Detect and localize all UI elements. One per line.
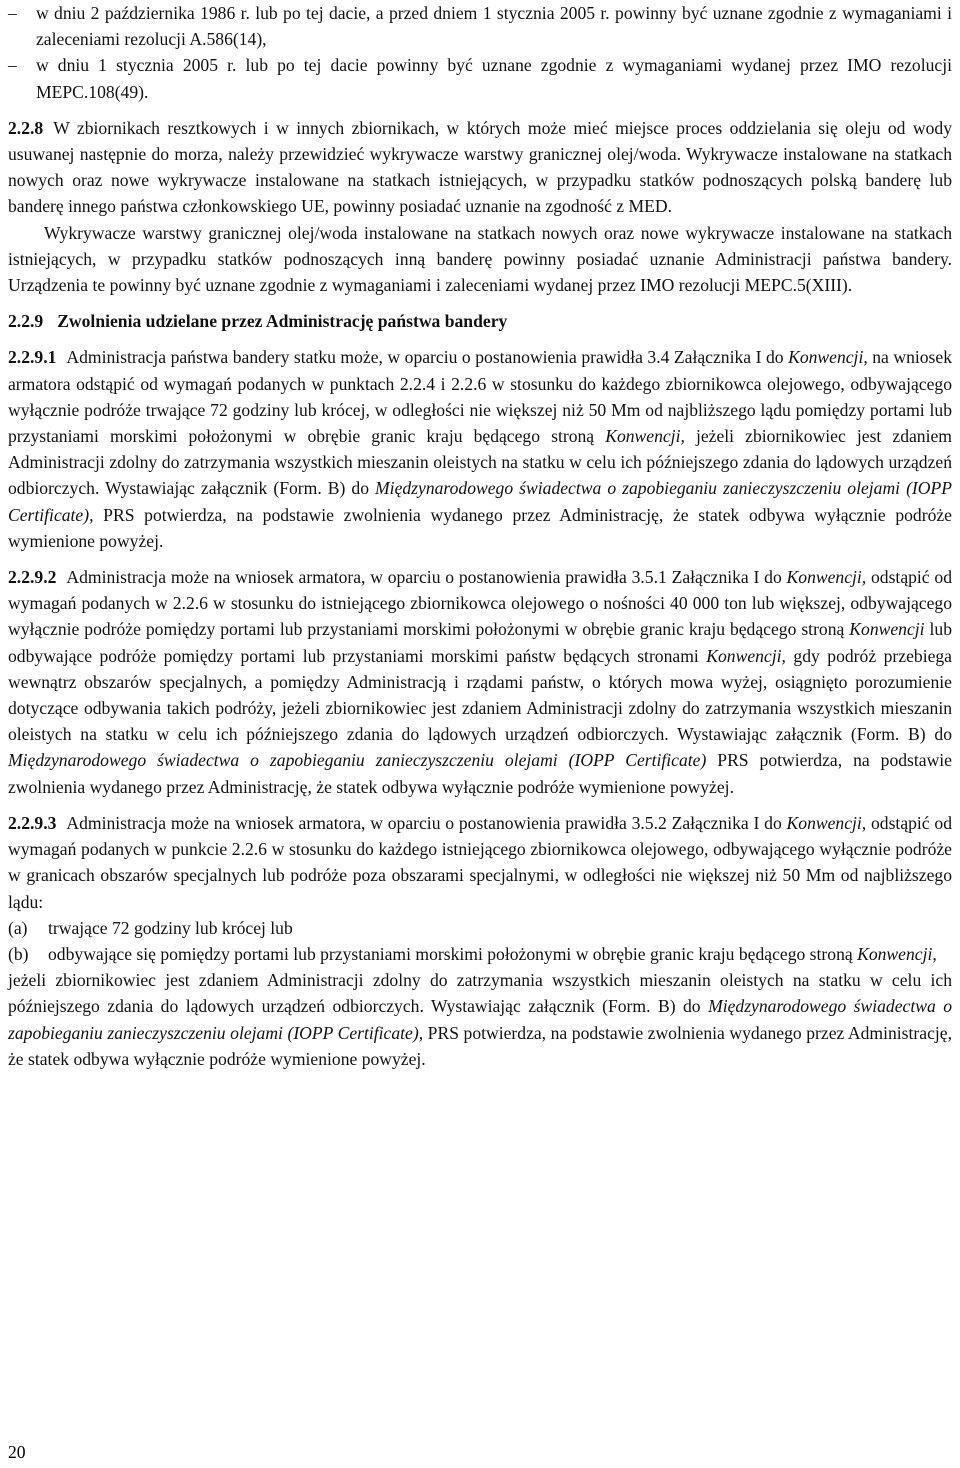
clause-2-2-9-3: [8, 810, 952, 915]
clause-number: 2.2.9.1: [8, 347, 57, 368]
clause-2-2-9-2: [8, 564, 952, 800]
certificate-ref: Międzynarodowego świadectwa o zapobieganiu zanieczyszczeniu olejami (IOPP Certificate),: [8, 996, 952, 1043]
clause-number: 2.2.9.2: [8, 567, 57, 588]
section-number: 2.2.9: [8, 311, 44, 332]
list-item-text: w dniu 1 stycznia 2005 r. lub po tej dacie powinny być uznane zgodnie z wymaganiami wydanej przez IMO rezolucji MEPC.108(49).: [36, 55, 952, 102]
dash-bullet: –: [8, 55, 17, 76]
convention-ref: Konwencji,: [706, 645, 786, 666]
clause-text: na wniosek armatora odstąpić od wymagań podanych w punktach 2.2.4 i 2.2.6 w stosunku do każdego zbiornikowca olejowego, odbywającego wyłącznie podróże trwające 72 godziny lub krócej, w odległości nie większej niż 50 Mm od najbliższego lądu pomiędzy portami lub przystaniami morskimi położonymi w obrębie granic kraju będącego stroną: [8, 347, 952, 447]
clause-text: jeżeli zbiornikowiec jest zdaniem Administracji zdolny do zatrzymania wszystkich mieszanin oleistych na statku w celu ich późniejszego zdania do lądowych urządzeń odbiorczych. Wystawiając załącznik (Form. B) do: [8, 426, 952, 499]
clause-text: W zbiornikach resztkowych i w innych zbiornikach, w których może mieć miejsce proces oddzielania się oleju od wody usuwanej następnie do morza, należy przewidzieć wykrywacze warstwy granicznej olej/woda. Wykrywacze instalowane na statkach nowych oraz nowe wykrywacze instalowane na statkach istniejących, w przypadku statków podnoszących polską banderę lub banderę innego państwa członkowskiego UE, powinny posiadać uznanie na zgodność z MED.: [8, 117, 952, 217]
clause-text: PRS potwierdza, na podstawie zwolnienia wydanego przez Administrację, że statek odbywa wyłącznie podróże wymienione powyżej.: [8, 1022, 952, 1069]
convention-ref: Konwencji,: [786, 567, 867, 588]
list-item-label: (b): [8, 943, 29, 964]
dash-bullet: –: [8, 3, 17, 23]
list-item-label: (a): [8, 917, 28, 938]
clause-text: odstąpić od wymagań podanych w 2.2.6 w stosunku do istniejącego zbiornikowca olejowego o nośności 40 000 ton lub większej, odbywającego wyłącznie podróże pomiędzy portami lub przystaniami morskimi położonymi w obrębie granic kraju będącego stroną: [8, 567, 952, 640]
clause-text: lub odbywające podróże pomiędzy portami lub przystaniami morskimi państw będących stronami: [8, 619, 952, 666]
clause-text: PRS potwierdza, na podstawie zwolnienia wydanego przez Administrację, że statek odbywa wyłącznie podróże wymienione powyżej.: [8, 504, 952, 551]
certificate-ref: Międzynarodowego świadectwa o zapobieganiu zanieczyszczeniu olejami (IOPP Certificate),: [8, 478, 952, 525]
convention-ref: Konwencji: [849, 619, 925, 640]
clause-text: Administracja może na wniosek armatora, w oparciu o postanowienia prawidła 3.5.2 Załącznika I do: [66, 812, 787, 833]
section-title: Zwolnienia udzielane przez Administrację państwa bandery: [57, 311, 508, 332]
list-item: [8, 0, 952, 52]
clause-text: odstąpić od wymagań podanych w punkcie 2.2.6 w stosunku do każdego istniejącego zbiornikowca olejowego, odbywającego wyłącznie podróże w granicach obszarów specjalnych lub podróże poza obszarami specjalnymi, w odległości nie większej niż 50 Mm od najbliższego lądu:: [8, 812, 952, 912]
document-page: [8, 0, 952, 1072]
clause-2-2-8-paragraph-2: Wykrywacze warstwy granicznej olej/woda instalowane na statkach nowych oraz nowe wykrywacze instalowane na statkach istniejących, w przypadku statków podnoszących inną banderę powinny posiadać uznanie Administracji państwa bandery. Urządzenia te powinny być uznane zgodnie z wymaganiami i zaleceniami wydanej przez IMO rezolucji MEPC.5(XIII).: [8, 222, 952, 296]
clause-number: 2.2.9.3: [8, 812, 57, 833]
clause-text: Administracja państwa bandery statku może, w oparciu o postanowienia prawidła 3.4 Załącznika I do: [66, 347, 789, 368]
list-item-text-part: odbywające się pomiędzy portami lub przystaniami morskimi położonymi w obrębie granic kraju będącego stroną: [48, 943, 858, 964]
list-item-text: trwające 72 godziny lub krócej lub: [48, 917, 293, 938]
clause-text: jeżeli zbiornikowiec jest zdaniem Administracji zdolny do zatrzymania wszystkich mieszanin oleistych na statku w celu ich późniejszego zdania do lądowych urządzeń odbiorczych. Wystawiając załącznik (Form. B) do: [8, 970, 952, 1017]
convention-ref: Konwencji,: [788, 347, 868, 368]
list-item-text: [48, 941, 952, 967]
list-item: [8, 915, 952, 941]
clause-text: PRS potwierdza, na podstawie zwolnienia wydanego przez Administrację, że statek odbywa wyłącznie podróże wymienione powyżej.: [8, 750, 952, 797]
convention-ref: Konwencji,: [605, 426, 685, 447]
convention-ref: Konwencji,: [857, 943, 937, 964]
clause-number: 2.2.8: [8, 117, 44, 138]
list-item: [8, 52, 952, 104]
convention-ref: Konwencji,: [786, 812, 867, 833]
certificate-ref: Międzynarodowego świadectwa o zapobieganiu zanieczyszczeniu olejami (IOPP Certificate): [8, 750, 707, 771]
clause-2-2-9-3-continuation: [8, 967, 952, 1072]
list-item: [8, 941, 952, 967]
clause-text: Administracja może na wniosek armatora, w oparciu o postanowienia prawidła 3.5.1 Załącznika I do: [66, 567, 787, 588]
clause-2-2-8: [8, 115, 952, 220]
page-number: 20: [8, 1442, 26, 1462]
clause-2-2-9-1: [8, 344, 952, 554]
section-heading-2-2-9: [8, 308, 952, 334]
list-item-text: w dniu 2 października 1986 r. lub po tej dacie, a przed dniem 1 stycznia 2005 r. powinny być uznane zgodnie z wymaganiami i zaleceniami rezolucji A.586(14),: [36, 3, 952, 50]
clause-text: gdy podróż przebiega wewnątrz obszarów specjalnych, a pomiędzy Administracją i rządami państw, o których mowa wyżej, osiągnięto porozumienie dotyczące odbywania takich podróży, jeżeli zbiornikowiec jest zdaniem Administracji zdolny do zatrzymania wszystkich mieszanin oleistych na statku w celu ich późniejszego zdania do lądowych urządzeń odbiorczych. Wystawiając załącznik (Form. B) do: [8, 645, 952, 745]
